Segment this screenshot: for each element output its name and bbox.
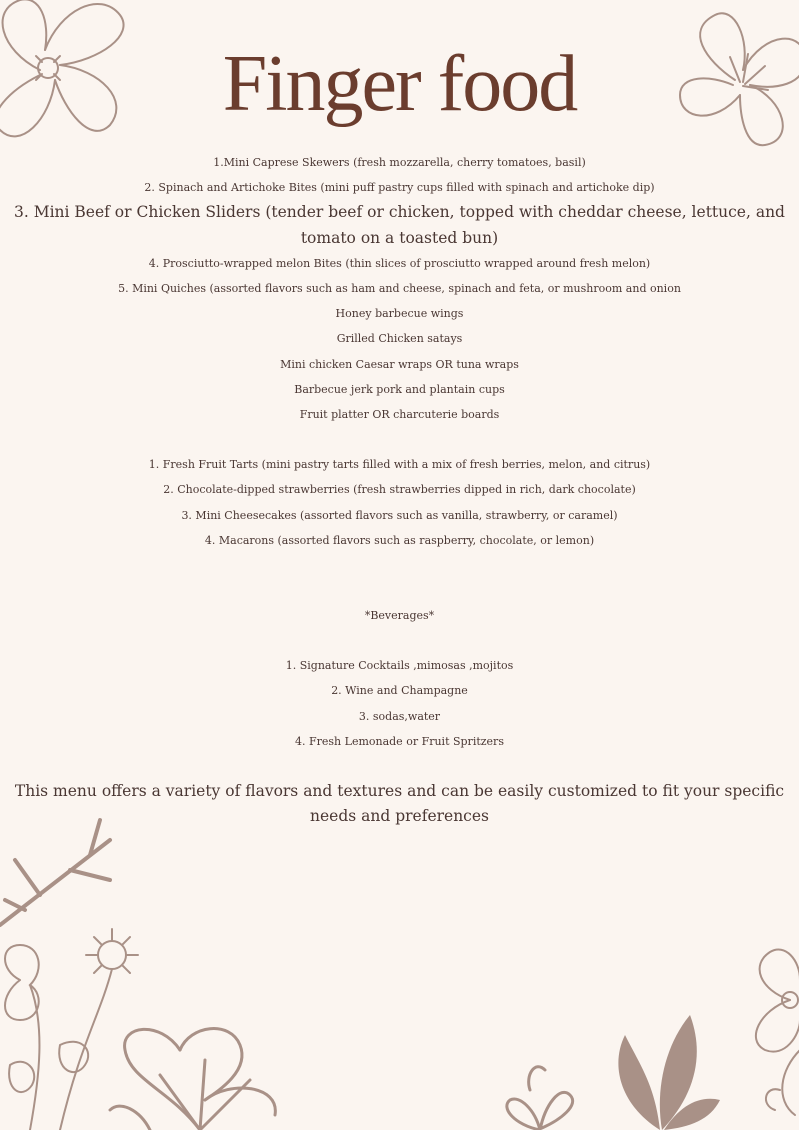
flower-outline-icon — [110, 1020, 290, 1130]
beverages-heading: *Beverages* — [364, 609, 435, 623]
list-item: Mini chicken Caesar wraps OR tuna wraps — [280, 357, 519, 371]
list-item: 2. Chocolate-dipped strawberries (fresh strawberries dipped in rich, dark chocolate) — [163, 483, 636, 497]
savory-items-list — [0, 150, 799, 427]
list-item: Barbecue jerk pork and plantain cups — [294, 382, 505, 396]
spacer — [0, 553, 799, 603]
list-item: 4. Fresh Lemonade or Fruit Spritzers — [295, 734, 504, 748]
list-item: Grilled Chicken satays — [336, 332, 463, 346]
beverage-items-list — [0, 653, 799, 754]
list-item: 2. Spinach and Artichoke Bites (mini puff pastry cups filled with spinach and artichoke dip) — [144, 181, 655, 195]
leaf-icon — [600, 1015, 720, 1130]
list-item: 5. Mini Quiches (assorted flavors such as ham and cheese, spinach and feta, or mushroom and onion — [118, 282, 681, 296]
flower-outline-icon — [730, 940, 799, 1130]
list-item: 3. Mini Cheesecakes (assorted flavors such as vanilla, strawberry, or caramel) — [181, 508, 618, 522]
list-item: 3. Mini Beef or Chicken Sliders (tender beef or chicken, topped with cheddar cheese, lettuce, and tomato on a toasted bun) — [14, 203, 785, 247]
list-item: Fruit platter OR charcuterie boards — [299, 408, 500, 422]
closing-note: This menu offers a variety of flavors and textures and can be easily customized to fit your specific needs and preferences — [14, 782, 785, 826]
list-item: 1.Mini Caprese Skewers (fresh mozzarella, cherry tomatoes, basil) — [213, 156, 586, 169]
list-item: 3. sodas,water — [358, 709, 441, 723]
list-item: 4. Prosciutto-wrapped melon Bites (thin slices of prosciutto wrapped around fresh melon) — [148, 256, 651, 270]
wildflower-icon — [500, 1050, 580, 1130]
page-title: Finger food — [222, 40, 577, 128]
dessert-items-list — [0, 452, 799, 553]
list-item: 2. Wine and Champagne — [331, 684, 468, 698]
spacer — [0, 628, 799, 653]
list-item: Honey barbecue wings — [335, 307, 464, 321]
list-item: 1. Signature Cocktails ,mimosas ,mojitos — [285, 659, 514, 673]
menu-content — [0, 150, 799, 829]
list-item: 1. Fresh Fruit Tarts (mini pastry tarts filled with a mix of fresh berries, melon, and citrus) — [148, 458, 651, 472]
list-item: 4. Macarons (assorted flavors such as raspberry, chocolate, or lemon) — [204, 533, 595, 547]
spacer — [0, 427, 799, 452]
spacer — [0, 754, 799, 779]
